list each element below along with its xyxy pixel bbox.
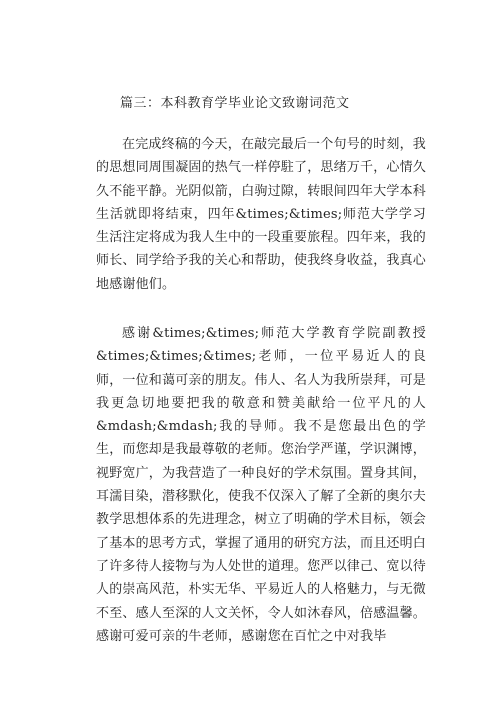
paragraph-1: 在完成终稿的今天，在敲完最后一个句号的时刻，我的思想同周围凝固的热气一样停駐了，思绪万千，心情久久不能平静。光阴似箭，白驹过隙，转眼间四年大学本科生活就即将结束，四年&times;&times;师范大学学习生活注定将成为我人生中的一段重要旅程。四年来，我的师长、同学给予我的关心和帮助，使我终身收益，我真心地感谢他们。 (96, 137, 427, 292)
document-title: 篇三：本科教育学毕业论文致谢词范文 (120, 96, 350, 111)
paragraph-2: 感谢&times;&times;师范大学教育学院副教授&times;&times;&times;老师，一位平易近人的良师，一位和蔼可亲的朋友。伟人、名人为我所崇拜，可是我更急切地要把我的敬意和赞美献给一位平凡的人&mdash;&mdash;我的导师。我不是您最出色的学生，而您却是我最尊敬的老师。您治学严谨，学识渊博，视野宽广，为我营造了一种良好的学术氛围。置身其间，耳濡目染，潜移默化，使我不仅深入了解了全新的奥尔夫教学思想体系的先进理念，树立了明确的学术目标，领会了基本的思考方式，掌握了通用的研究方法，而且还明白了许多待人接物与为人处世的道理。您严以律己、宽以待人的崇高风范，朴实无华、平易近人的人格魅力，与无微不至、感人至深的人文关怀，令人如沐春风，倍感温馨。感谢可爱可亲的牛老师，感谢您在百忙之中对我毕 (96, 326, 427, 644)
